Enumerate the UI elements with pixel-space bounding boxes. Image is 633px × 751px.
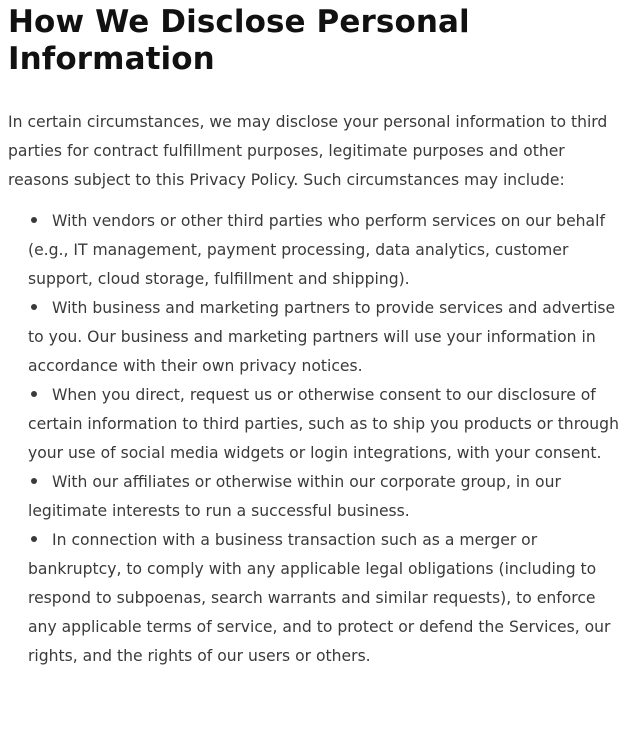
disclosure-list [8, 207, 628, 671]
list-item-text: With business and marketing partners to provide services and advertise to you. Our business and marketing partners will use your information in accordance with their own privacy notices. [28, 299, 616, 375]
bullet-icon [31, 391, 37, 397]
bullet-icon [31, 217, 37, 223]
list-item [28, 381, 628, 468]
section-heading: How We Disclose Personal Information [8, 4, 470, 77]
bullet-icon [31, 478, 37, 484]
policy-section [8, 0, 628, 671]
list-item [28, 526, 628, 671]
list-item [28, 468, 628, 526]
list-item-text: With vendors or other third parties who perform services on our behalf (e.g., IT management, payment processing, data analytics, customer support, cloud storage, fulfillment and shipping). [28, 212, 605, 288]
bullet-icon [31, 304, 37, 310]
intro-paragraph: In certain circumstances, we may disclose your personal information to third parties for contract fulfillment purposes, legitimate purposes and other reasons subject to this Privacy Policy. Such circumstances may include: [8, 113, 608, 189]
list-item [28, 294, 628, 381]
bullet-icon [31, 536, 37, 542]
list-item-text: When you direct, request us or otherwise consent to our disclosure of certain information to third parties, such as to ship you products or through your use of social media widgets or login integrations, with your consent. [28, 386, 619, 462]
list-item-text: With our affiliates or otherwise within our corporate group, in our legitimate interests to run a successful business. [28, 473, 561, 520]
list-item-text: In connection with a business transaction such as a merger or bankruptcy, to comply with any applicable legal obligations (including to respond to subpoenas, search warrants and similar requests), to enforce any applicable terms of service, and to protect or defend the Services, our rights, and the rights of our users or others. [28, 531, 611, 665]
list-item [28, 207, 628, 294]
